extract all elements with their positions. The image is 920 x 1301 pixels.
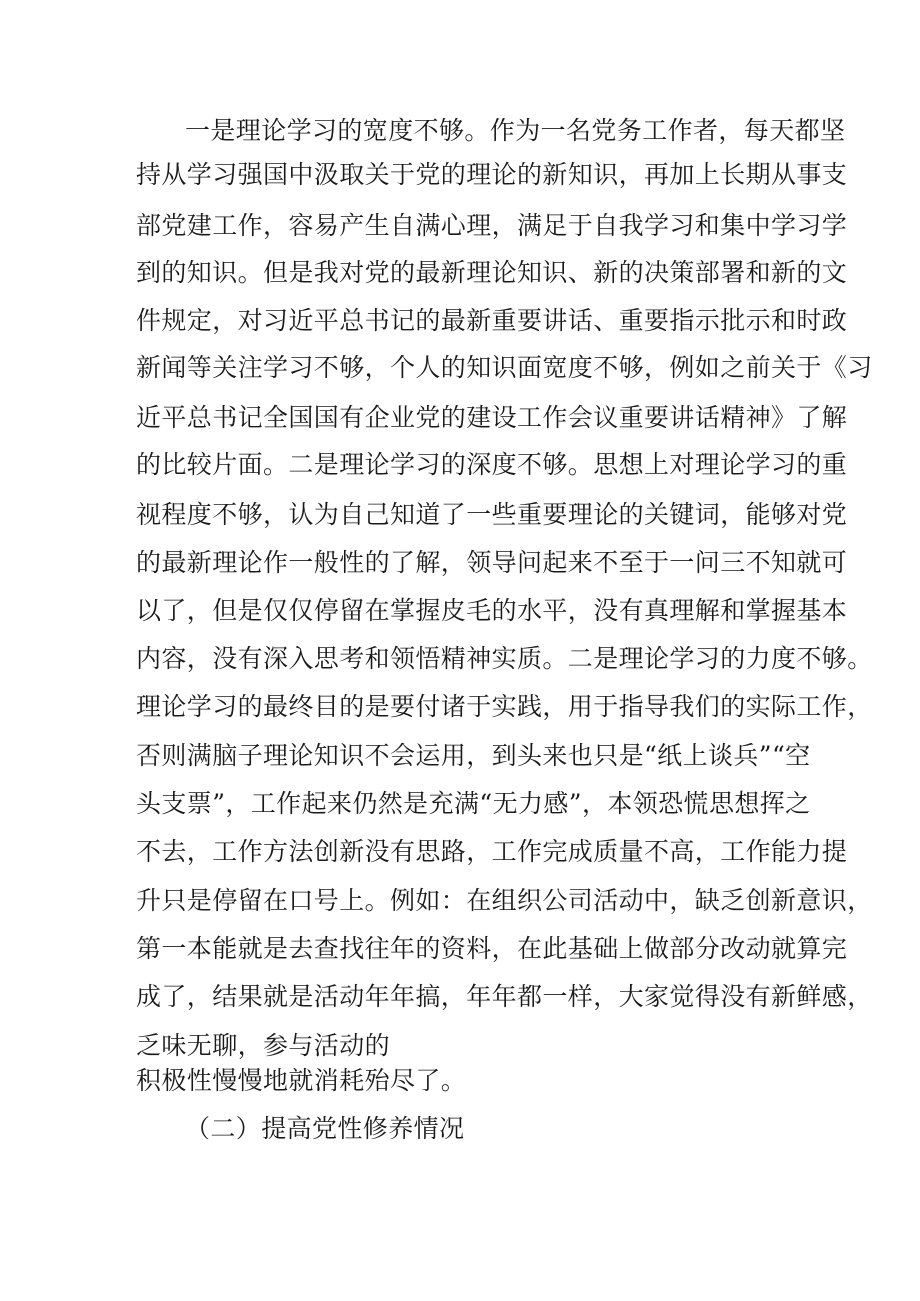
paragraph-line-16: 不去，工作方法创新没有思路，工作完成质量不高，工作能力提 — [136, 837, 848, 866]
section-heading: （二）提高党性修养情况 — [185, 1114, 465, 1143]
paragraph-line-18: 第一本能就是去查找往年的资料，在此基础上做部分改动就算完 — [136, 934, 848, 963]
paragraph-line-12: 内容，没有深入思考和领悟精神实质。二是理论学习的力度不够。 — [136, 644, 873, 673]
paragraph-line-2: 持从学习强国中汲取关于党的理论的新知识，再加上长期从事支 — [136, 160, 848, 189]
paragraph-line-1: 一是理论学习的宽度不够。作为一名党务工作者，每天都坚 — [185, 116, 846, 145]
paragraph-line-19: 成了，结果就是活动年年搞，年年都一样，大家觉得没有新鲜感， — [136, 982, 873, 1011]
paragraph-line-7: 近平总书记全国国有企业党的建设工作会议重要讲话精神》了解 — [136, 403, 848, 432]
paragraph-line-4: 到的知识。但是我对党的最新理论知识、新的决策部署和新的文 — [136, 258, 848, 287]
paragraph-line-10: 的最新理论作一般性的了解，领导问起来不至于一问三不知就可 — [136, 548, 848, 577]
paragraph-line-17: 升只是停留在口号上。例如：在组织公司活动中，缺乏创新意识， — [136, 886, 873, 915]
paragraph-line-8: 的比较片面。二是理论学习的深度不够。思想上对理论学习的重 — [136, 450, 848, 479]
paragraph-line-11: 以了，但是仅仅停留在掌握皮毛的水平，没有真理解和掌握基本 — [136, 596, 848, 625]
paragraph-line-3: 部党建工作，容易产生自满心理，满足于自我学习和集中学习学 — [136, 211, 848, 240]
paragraph-line-5: 件规定，对习近平总书记的最新重要讲话、重要指示批示和时政 — [136, 306, 848, 335]
paragraph-line-20: 乏味无聊，参与活动的 — [136, 1031, 391, 1060]
paragraph-line-6: 新闻等关注学习不够，个人的知识面宽度不够，例如之前关于《习 — [136, 353, 873, 382]
paragraph-line-15: 头支票”，工作起来仍然是充满“无力感”，本领恐慌思想挥之 — [136, 789, 811, 818]
paragraph-line-9: 视程度不够，认为自己知道了一些重要理论的关键词，能够对党 — [136, 500, 848, 529]
paragraph-line-14: 否则满脑子理论知识不会运用，到头来也只是“纸上谈兵”“空 — [136, 741, 811, 770]
paragraph-line-13: 理论学习的最终目的是要付诸于实践，用于指导我们的实际工作， — [136, 692, 873, 721]
paragraph-line-21: 积极性慢慢地就消耗殆尽了。 — [136, 1066, 467, 1095]
